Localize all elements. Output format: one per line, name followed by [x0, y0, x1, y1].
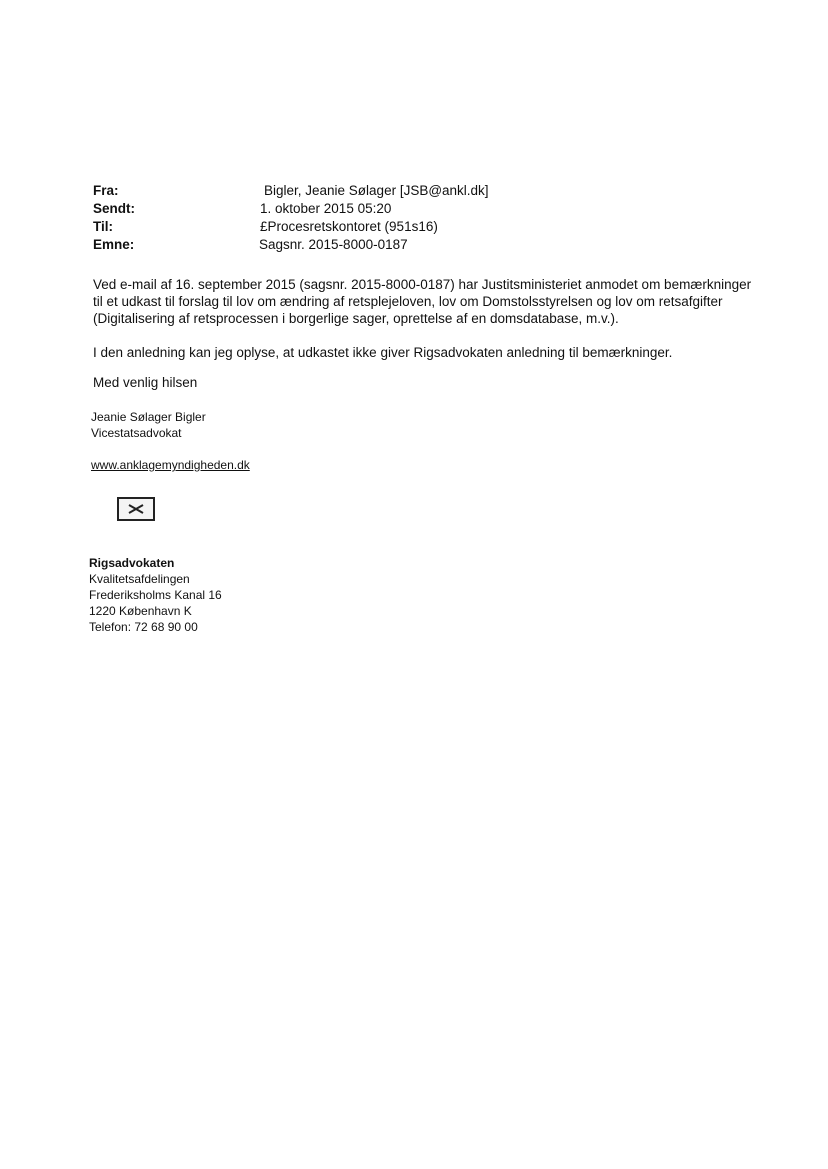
- paragraph-line: Ved e-mail af 16. september 2015 (sagsnr. 2015-8000-0187) har Justitsministeriet anmodet om bemærkninger: [93, 277, 752, 292]
- organization-city: 1220 København K: [89, 604, 192, 618]
- subject-label: Emne:: [93, 237, 135, 252]
- website-link[interactable]: www.anklagemyndigheden.dk: [91, 458, 250, 472]
- organization-department: Kvalitetsafdelingen: [89, 572, 190, 586]
- paragraph-line: I den anledning kan jeg oplyse, at udkastet ikke giver Rigsadvokaten anledning til bemærkninger.: [93, 345, 673, 360]
- from-value: Bigler, Jeanie Sølager [JSB@ankl.dk]: [264, 183, 489, 198]
- signature-block: [91, 409, 206, 441]
- organization-name: Rigsadvokaten: [89, 556, 175, 570]
- broken-image-icon: [117, 497, 155, 521]
- paragraph-line: til et udkast til forslag til lov om ændring af retsplejeloven, lov om Domstolsstyrelsen og lov om retsafgifter: [93, 294, 723, 309]
- organization-block: [89, 555, 222, 635]
- signer-title: Vicestatsadvokat: [91, 426, 182, 440]
- to-row: [93, 218, 733, 236]
- sent-value: 1. oktober 2015 05:20: [260, 201, 392, 216]
- to-label: Til:: [93, 219, 113, 234]
- sent-row: [93, 200, 733, 218]
- closing-text: Med venlig hilsen: [93, 375, 198, 390]
- organization-phone: Telefon: 72 68 90 00: [89, 620, 198, 634]
- organization-street: Frederiksholms Kanal 16: [89, 588, 222, 602]
- paragraph-line: (Digitalisering af retsprocessen i borgerlige sager, oprettelse af en domsdatabase, m.v.).: [93, 311, 619, 326]
- from-row: [93, 182, 733, 200]
- subject-row: [93, 236, 733, 254]
- from-label: Fra:: [93, 183, 119, 198]
- body-paragraph-2: [93, 344, 753, 361]
- sent-label: Sendt:: [93, 201, 135, 216]
- close-icon: [126, 503, 146, 515]
- subject-value: Sagsnr. 2015-8000-0187: [259, 237, 408, 252]
- body-paragraph-1: [93, 276, 753, 327]
- to-value: £Procesretskontoret (951s16): [260, 219, 438, 234]
- email-header: [93, 182, 733, 254]
- signer-name: Jeanie Sølager Bigler: [91, 410, 206, 424]
- closing-greeting: [93, 374, 753, 391]
